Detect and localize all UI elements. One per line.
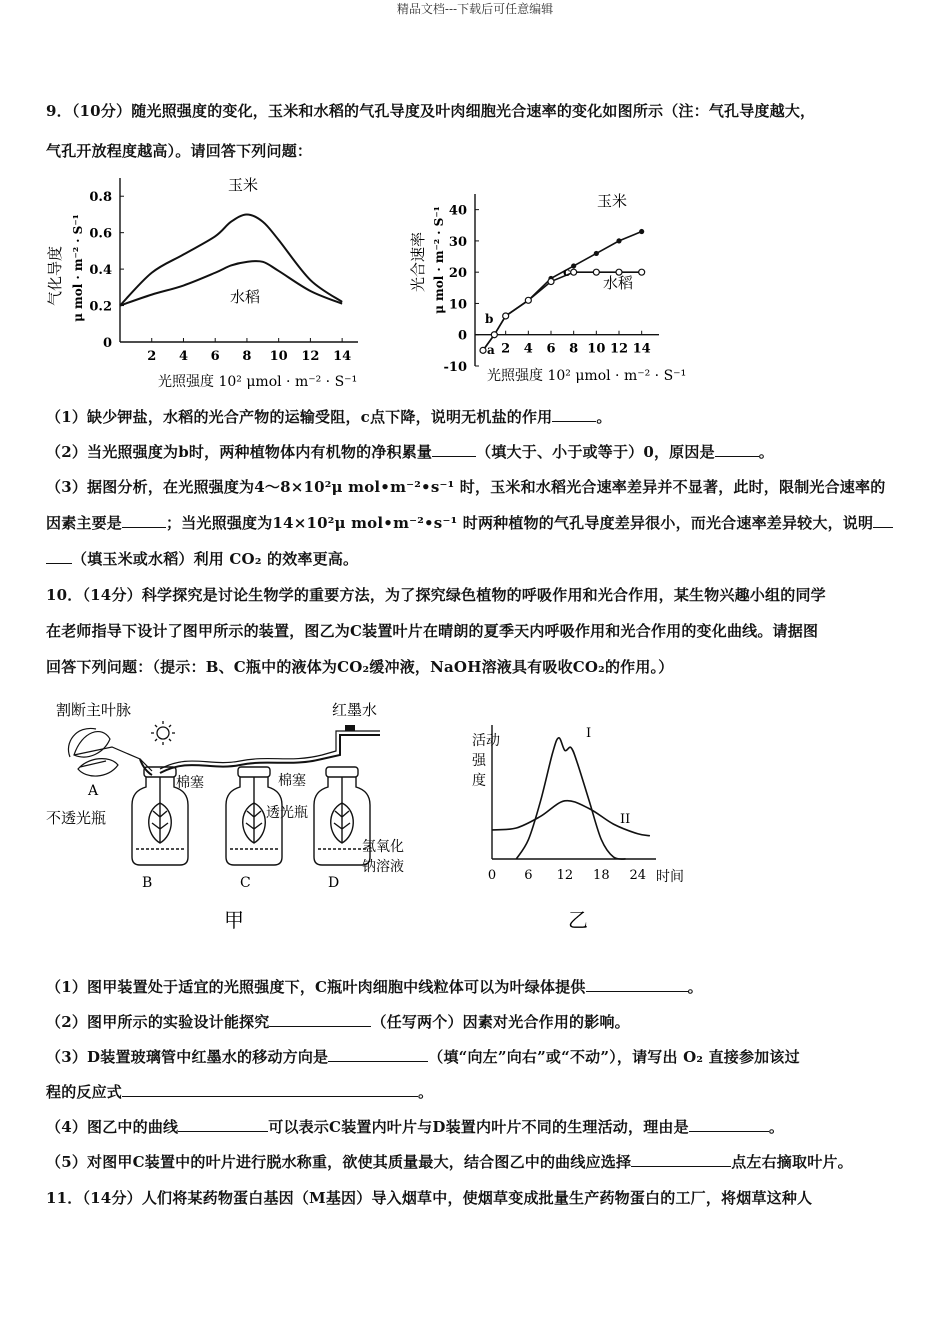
chart-left-ylabel-2: μ mol · m⁻² · S⁻¹ [71, 214, 85, 322]
q10-stem-line1: 10．（14分）科学探究是讨论生物学的重要方法，为了探究绿色植物的呼吸作用和光合作用，某生物兴趣小组的同学 [46, 586, 826, 604]
chart-right-ylabel-1: 光合速率 [409, 231, 427, 293]
q10-part5 [46, 1151, 853, 1172]
chart-right-ytick-label: 10 [448, 297, 467, 313]
q10-part2-blank[interactable] [269, 1012, 371, 1027]
yi-xtick-label: 6 [524, 868, 533, 883]
q10-part1-end: 。 [687, 978, 703, 996]
q9-part2-text-a: （2）当光照强度为b时，两种植物体内有机物的净积累量 [46, 443, 433, 461]
q10-part4-text-b: 可以表示C装置内叶片与D装置内叶片不同的生理活动，理由是 [268, 1118, 689, 1136]
q9-part3-blank-1[interactable] [122, 513, 166, 528]
chart-right-ytick-label: 40 [448, 203, 467, 219]
chart-right-point-rice [639, 269, 645, 275]
chart-right-xtick-label: 14 [632, 341, 651, 357]
chart-stomatal-conductance [40, 168, 370, 393]
yi-ylabel-1: 活 [472, 733, 486, 749]
chart-right-point-corn [616, 238, 621, 243]
q9-part1-text: （1）缺少钾盐，水稻的光合产物的运输受阻，c点下降，说明无机盐的作用 [46, 408, 553, 426]
apparatus-red-ink-label: 红墨水 [332, 701, 378, 719]
yi-ylabel-2: 动 [486, 733, 500, 749]
chart-right-point-rice [571, 269, 577, 275]
q9-stem-line2: 气孔开放程度越高）。请回答下列问题： [46, 142, 313, 160]
apparatus-label-b: B [142, 875, 153, 891]
chart-right-xtick-label: 6 [546, 341, 556, 357]
chart-right-ytick-label: 20 [448, 266, 467, 282]
q10-part3-end: 。 [418, 1083, 434, 1101]
yi-curve-label-1: I [586, 726, 592, 741]
chart-left-xtick-label: 12 [301, 349, 320, 364]
apparatus-label-a: A [88, 783, 99, 799]
q9-part1-end: 。 [596, 408, 612, 426]
q9-part3-line1: （3）据图分析，在光照强度为4～8×10²μ mol•m⁻²•s⁻¹ 时，玉米和水稻光合速率差异并不显著，此时，限制光合速率的 [46, 478, 886, 496]
chart-left-ytick-label: 0.6 [89, 226, 112, 242]
chart-photosynthesis-rate [405, 180, 715, 390]
chart-left-xtick-label: 8 [242, 349, 252, 364]
chart-right-point-a: a [487, 343, 495, 357]
apparatus-naoh-label-2: 钠溶液 [362, 859, 404, 875]
q10-part1 [46, 976, 703, 997]
q9-part2-blank-2[interactable] [715, 442, 759, 457]
chart-right-point-rice [480, 347, 486, 353]
apparatus-opaque-label: 不透光瓶 [46, 809, 107, 827]
chart-left-label-rice: 水稻 [230, 288, 261, 306]
yi-xtick-label: 18 [593, 868, 610, 883]
chart-right-point-rice [593, 269, 599, 275]
apparatus-label-d: D [328, 875, 340, 891]
chart-activity-yi [460, 715, 700, 940]
q9-part2 [46, 441, 774, 462]
page-header: 精品文档---下载后可任意编辑 [396, 2, 554, 16]
chart-right-point-corn [571, 263, 576, 268]
q9-part3-line2 [46, 512, 893, 533]
chart-right-label-corn: 玉米 [597, 192, 628, 210]
chart-left-ytick-label: 0.8 [89, 190, 112, 206]
q10-stem-line2: 在老师指导下设计了图甲所示的装置，图乙为C装置叶片在晴朗的夏季天内呼吸作用和光合作用的变化曲线。请据图 [46, 622, 819, 640]
chart-right-ytick-label: -10 [443, 360, 467, 375]
leaf-a-icon [68, 728, 152, 776]
chart-left-label-corn: 玉米 [228, 176, 259, 194]
q9-part3-text-b: ；当光照强度为14×10²μ mol•m⁻²•s⁻¹ 时两种植物的气孔导度差异很小，而光合速率差异较大，说明 [166, 514, 874, 532]
chart-right-ylabel-2: μ mol · m⁻² · S⁻¹ [432, 206, 446, 314]
chart-left-xtick-label: 10 [269, 349, 288, 364]
yi-xtick-label: 12 [556, 868, 574, 883]
yi-ylabel-4: 度 [472, 773, 486, 789]
q9-part2-text-b: （填大于、小于或等于）0，原因是 [476, 443, 715, 461]
figure-caption-yi: 乙 [568, 908, 588, 932]
chart-left-ytick-label: 0.2 [89, 299, 112, 315]
q10-part3-line1 [46, 1046, 800, 1067]
chart-left-xtick-label: 14 [333, 349, 352, 364]
q10-part1-blank[interactable] [586, 977, 688, 992]
q10-part3-text-b: （填“向左”向右”或“不动”），请写出 O₂ 直接参加该过 [428, 1048, 800, 1066]
yi-series-i [516, 738, 625, 859]
q9-part3-text-c: （填玉米或水稻）利用 CO₂ 的效率更高。 [72, 550, 359, 568]
chart-left-ytick-label: 0 [102, 336, 112, 351]
q10-part3-text-a: （3）D装置玻璃管中红墨水的移动方向是 [46, 1048, 329, 1066]
figure-apparatus-jia [40, 695, 440, 940]
chart-right-point-rice [503, 313, 509, 319]
q10-part4 [46, 1116, 784, 1137]
chart-left-xtick-label: 2 [147, 349, 157, 364]
q10-part5-text-a: （5）对图甲C装置中的叶片进行脱水称重，欲使其质量最大，结合图乙中的曲线应选择 [46, 1153, 632, 1171]
q9-part3-blank-2a[interactable] [873, 513, 893, 528]
apparatus-label-c: C [240, 875, 251, 891]
q9-stem-line1: 9．（10分）随光照强度的变化，玉米和水稻的气孔导度及叶肉细胞光合速率的变化如图所示（注：气孔导度越大， [46, 102, 816, 120]
figure-caption-jia: 甲 [224, 908, 244, 932]
q10-stem-line3: 回答下列问题：（提示：B、C瓶中的液体为CO₂缓冲液，NaOH溶液具有吸收CO₂的作用。） [46, 658, 674, 676]
chart-left-xtick-label: 4 [178, 349, 188, 364]
apparatus-cotton-label-1: 棉塞 [176, 775, 204, 791]
q10-part5-blank[interactable] [631, 1152, 731, 1167]
yi-xtick-label: 0 [487, 868, 497, 883]
chart-right-point-corn [594, 251, 599, 256]
q10-part4-blank-2[interactable] [689, 1117, 769, 1132]
q9-part3-blank-2b[interactable] [46, 549, 72, 564]
q10-part2 [46, 1011, 630, 1032]
chart-right-point-rice [491, 332, 497, 338]
apparatus-cotton-label-2: 棉塞 [278, 773, 306, 789]
yi-xtick-label: 24 [629, 868, 647, 883]
chart-left-ylabel-1: 气化导度 [46, 245, 64, 307]
bottle-d-leaf-veins [334, 803, 350, 843]
chart-right-point-b: b [485, 312, 494, 326]
yi-ylabel-3: 强 [472, 753, 486, 769]
q10-part5-text-b: 点左右摘取叶片。 [731, 1153, 853, 1171]
chart-right-point-corn [639, 229, 644, 234]
q10-part3-blank-2[interactable] [122, 1082, 418, 1097]
q10-part1-text: （1）图甲装置处于适宜的光照强度下，C瓶叶肉细胞中线粒体可以为叶绿体提供 [46, 978, 586, 996]
bottle-c-cap [238, 767, 270, 777]
chart-right-point-rice [548, 279, 554, 285]
q10-part4-text-a: （4）图乙中的曲线 [46, 1118, 179, 1136]
q9-part3-text-a: 因素主要是 [46, 514, 123, 532]
chart-right-point-rice [525, 297, 531, 303]
chart-right-xtick-label: 4 [523, 341, 533, 357]
chart-right-ytick-label: 0 [457, 328, 467, 344]
chart-left-xtick-label: 6 [210, 349, 220, 364]
q10-part4-blank-1[interactable] [178, 1117, 268, 1132]
chart-right-xtick-label: 8 [569, 341, 579, 357]
chart-left-ytick-label: 0.4 [89, 263, 112, 279]
chart-right-xtick-label: 12 [609, 341, 629, 357]
yi-curve-label-2: II [620, 812, 631, 827]
q10-part2-text-b: （任写两个）因素对光合作用的影响。 [371, 1013, 630, 1031]
q9-part2-end: 。 [758, 443, 774, 461]
chart-right-xtick-label: 2 [501, 341, 511, 357]
q11-stem-line1: 11．（14分）人们将某药物蛋白基因（M基因）导入烟草中，使烟草变成批量生产药物蛋白的工厂，将烟草这种人 [46, 1189, 813, 1207]
q10-part3-blank-1[interactable] [328, 1047, 428, 1062]
q10-part4-end: 。 [768, 1118, 785, 1136]
q9-part1 [46, 406, 612, 427]
chart-right-xtick-label: 10 [587, 341, 606, 357]
chart-right-label-rice: 水稻 [603, 274, 634, 292]
yi-xlabel: 时间 [656, 869, 684, 885]
bottle-c-leaf-veins [246, 803, 262, 843]
bottle-d-cap [326, 767, 358, 777]
apparatus-transparent-label: 透光瓶 [266, 805, 308, 821]
apparatus-naoh-label-1: 氢氧化 [362, 839, 404, 855]
apparatus-cut-vein-label: 割断主叶脉 [56, 701, 132, 719]
q9-part3-line3 [46, 548, 358, 569]
chart-left-xlabel: 光照强度 10² μmol · m⁻² · S⁻¹ [158, 374, 358, 390]
bottle-b-leaf-veins [152, 803, 168, 843]
sun-icon [151, 721, 175, 745]
q10-part3-line2 [46, 1081, 433, 1102]
chart-right-xlabel: 光照强度 10² μmol · m⁻² · S⁻¹ [487, 368, 687, 384]
chart-right-point-c: c [563, 265, 571, 279]
q9-part1-blank[interactable] [552, 407, 596, 422]
chart-right-ytick-label: 30 [448, 234, 467, 250]
q10-part2-text-a: （2）图甲所示的实验设计能探究 [46, 1013, 270, 1031]
q9-part2-blank-1[interactable] [432, 442, 476, 457]
q10-part3-text-c: 程的反应式 [46, 1083, 123, 1101]
